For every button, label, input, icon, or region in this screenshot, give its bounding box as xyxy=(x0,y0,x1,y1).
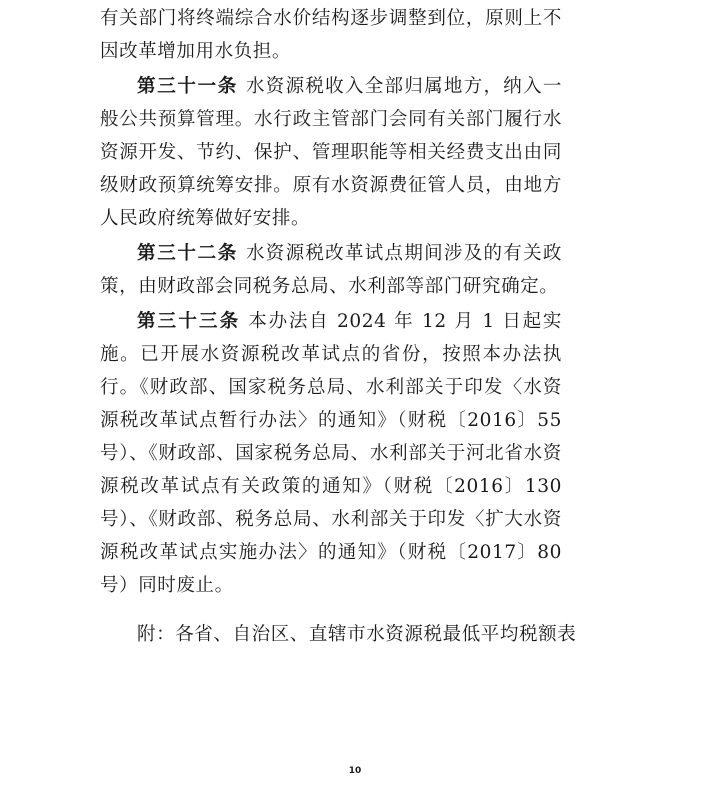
article-33 xyxy=(100,305,562,602)
document-body xyxy=(100,2,562,602)
article-text: 水资源税收入全部归属地方，纳入一般公共预算管理。水行政主管部门会同有关部门履行水资源开发、节约、保护、管理职能等相关经费支出由同级财政预算统筹安排。原有水资源费征管人员，由地方人民政府统筹做好安排。 xyxy=(100,76,562,229)
page-number: 10 xyxy=(348,766,362,776)
continuation-paragraph: 有关部门将终端综合水价结构逐步调整到位，原则上不因改革增加用水负担。 xyxy=(100,8,562,62)
article-32 xyxy=(100,237,562,303)
article-text: 水资源税改革试点期间涉及的有关政策，由财政部会同税务总局、水利部等部门研究确定。 xyxy=(100,243,562,297)
article-text: 本办法自 2024 年 12 月 1 日起实施。已开展水资源税改革试点的省份，按照本办法执行。《财政部、国家税务总局、水利部关于印发〈水资源税改革试点暂行办法〉的通知》（财税〔2016〕55 号）、《财政部、国家税务总局、水利部关于河北省水资源税改革试点有关政策的通知》（财税〔2016〕130 号）、《财政部、税务总局、水利部关于印发〈扩大水资源税改革试点实施办法〉的通知》（财税〔2017〕80 号）同时废止。 xyxy=(100,311,562,596)
article-number: 第三十一条 xyxy=(137,76,238,97)
article-31 xyxy=(100,70,562,235)
attachment-note: 附：各省、自治区、直辖市水资源税最低平均税额表 xyxy=(137,624,577,645)
article-number: 第三十三条 xyxy=(137,311,241,332)
article-number: 第三十二条 xyxy=(137,243,238,264)
